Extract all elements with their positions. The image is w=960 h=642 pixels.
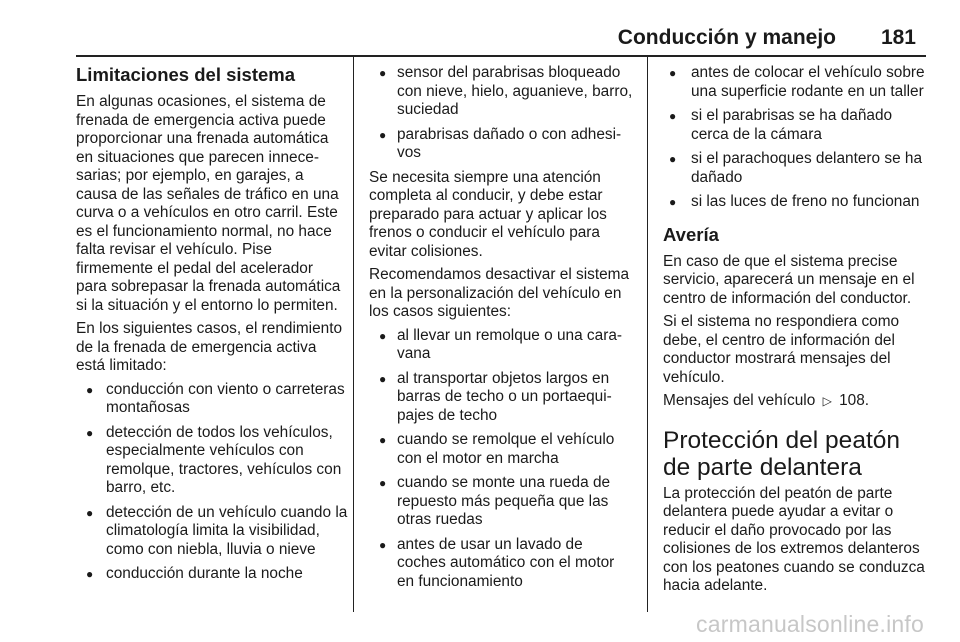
bullet-list <box>76 381 348 584</box>
section-heading-proteccion: Protección del peatón de parte delantera <box>663 426 900 481</box>
column-3 <box>663 64 933 601</box>
header-rule <box>76 55 926 57</box>
list-item: ● al transportar objetos largos en barras de techo o un portaequipajes de techo <box>369 370 634 426</box>
column-1 <box>76 64 348 590</box>
section-heading-limitaciones: Limitaciones del sistema <box>76 64 296 85</box>
cross-reference <box>663 392 933 411</box>
list-item: ● antes de usar un lavado de coches automático con el motor en funcionamiento <box>369 536 634 592</box>
list-item: ● si el parachoques delantero se ha dañado <box>663 150 933 187</box>
page-number: 181 <box>880 26 916 49</box>
paragraph: En los siguientes casos, el rendimiento de la frenada de emergencia activa está limitado: <box>76 320 343 374</box>
list-item: ● si el parabrisas se ha dañado cerca de la cámara <box>663 107 933 144</box>
page-header <box>0 26 960 56</box>
list-item: ● parabrisas dañado o con adhesivos <box>369 126 634 163</box>
watermark-text: carmanualsonline.info <box>696 611 924 637</box>
bullet-list <box>663 64 933 212</box>
bullet-list <box>369 327 634 592</box>
column-divider-2 <box>647 57 648 612</box>
paragraph: En algunas ocasiones, el sistema de frenada de emergencia activa puede proporcionar una frenada automática en situaciones que parecen innecesarias; por ejemplo, en garajes, a causa de las señales de tráfico en una curva o a vehículos en otro carril. Este es el funcionamiento normal, no hace falta revisar el vehículo. Pise firmemente el pedal del acelerador para sobrepasar la frenada automática si la situación y el entorno lo permiten. <box>76 93 341 314</box>
chapter-title: Conducción y manejo <box>617 26 836 49</box>
paragraph: Si el sistema no respondiera como debe, el centro de información del conductor mostrará mensajes del vehículo. <box>663 313 900 386</box>
column-divider-1 <box>353 57 354 612</box>
list-item: ● detección de todos los vehículos, especialmente vehículos con remolque, tractores, vehículos con barro, etc. <box>76 424 348 498</box>
paragraph: Se necesita siempre una atención completa al conducir, y debe estar preparado para actuar y aplicar los frenos o conducir el vehículo para evitar colisiones. <box>369 168 607 260</box>
cross-reference-page[interactable]: 108. <box>839 392 870 409</box>
list-item: ● si las luces de freno no funcionan <box>663 193 933 212</box>
cross-reference-text: Mensajes del vehículo <box>663 392 816 409</box>
page-reference-icon: ▷ <box>822 394 832 408</box>
list-item: ● conducción con viento o carreteras montañosas <box>76 381 348 418</box>
list-item: ● conducción durante la noche <box>76 565 348 584</box>
list-item: ● detección de un vehículo cuando la climatología limita la visibilidad, como con niebla, lluvia o nieve <box>76 504 348 560</box>
list-item: ● cuando se monte una rueda de repuesto más pequeña que las otras ruedas <box>369 474 634 530</box>
list-item: ● antes de colocar el vehículo sobre una superficie rodante en un taller <box>663 64 933 101</box>
section-heading-averia: Avería <box>663 223 719 245</box>
list-item: ● al llevar un remolque o una caravana <box>369 327 634 364</box>
bullet-list <box>369 64 634 163</box>
paragraph: La protección del peatón de parte delantera puede ayudar a evitar o reducir el daño provocado por las colisiones de los extremos delanteros con los peatones cuando se conduzca hacia adelante. <box>663 484 925 594</box>
list-item: ● cuando se remolque el vehículo con el motor en marcha <box>369 431 634 468</box>
paragraph: En caso de que el sistema precise servicio, aparecerá un mensaje en el centro de información del conductor. <box>663 252 915 307</box>
paragraph: Recomendamos desactivar el sistema en la personalización del vehículo en los casos siguientes: <box>369 266 630 320</box>
column-2 <box>369 64 634 597</box>
list-item: ● sensor del parabrisas bloqueado con nieve, hielo, aguanieve, barro, suciedad <box>369 64 634 120</box>
